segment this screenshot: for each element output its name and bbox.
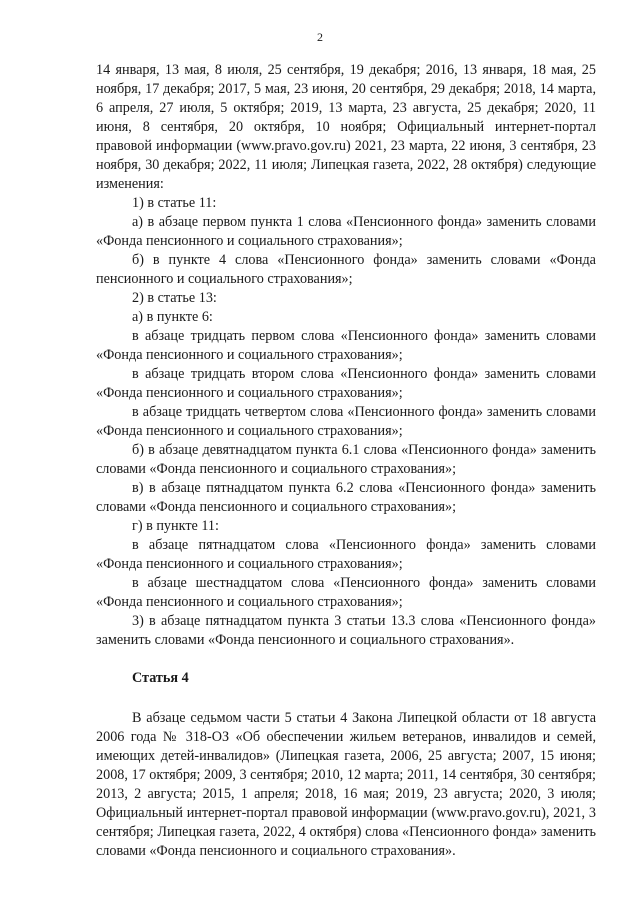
amendment-item: 1) в статье 11: — [132, 195, 217, 211]
amendment-item: в) в абзаце пятнадцатом пункта 6.2 слова «Пенсионного фонда» заменить словами «Фонда пенсионного и социального страхования»; — [96, 480, 596, 515]
amendment-item: а) в абзаце первом пункта 1 слова «Пенсионного фонда» заменить словами «Фонда пенсионного и социального страхования»; — [96, 214, 596, 249]
intro-paragraph: 14 января, 13 мая, 8 июля, 25 сентября, 19 декабря; 2016, 13 января, 18 мая, 25 ноября, 17 декабря; 2017, 5 мая, 23 июня, 20 сентября, 29 декабря; 2018, 14 марта, 6 апреля, 27 июля, 5 октября; 2019, 13 марта, 23 августа, 25 декабря; 2020, 11 июня, 8 сентября, 20 октября, 10 ноября; Официальный интернет-портал правовой информации (www.pravo.gov.ru) 2021, 23 марта, 22 июня, 3 сентября, 23 ноября, 30 декабря; 2022, 11 июля; Липецкая газета, 2022, 28 октября) следующие изменения: — [96, 62, 596, 192]
amendment-item: б) в абзаце девятнадцатом пункта 6.1 слова «Пенсионного фонда» заменить словами «Фонда пенсионного и социального страхования»; — [96, 442, 596, 477]
amendment-item: 3) в абзаце пятнадцатом пункта 3 статьи 13.3 слова «Пенсионного фонда» заменить словами «Фонда пенсионного и социального страхования». — [96, 613, 596, 648]
amendment-item: в абзаце пятнадцатом слова «Пенсионного фонда» заменить словами «Фонда пенсионного и социального страхования»; — [96, 537, 596, 572]
amendment-item: а) в пункте 6: — [132, 309, 213, 325]
article-4-heading: Статья 4 — [132, 670, 189, 686]
amendment-item: б) в пункте 4 слова «Пенсионного фонда» заменить словами «Фонда пенсионного и социального страхования»; — [96, 252, 596, 287]
document-body — [96, 61, 596, 861]
amendment-item: г) в пункте 11: — [132, 518, 219, 534]
article-4-text: В абзаце седьмом части 5 статьи 4 Закона Липецкой области от 18 августа 2006 года № 318-ОЗ «Об обеспечении жильем ветеранов, инвалидов и семей, имеющих детей-инвалидов» (Липецкая газета, 2006, 25 августа; 2007, 15 июня; 2008, 17 октября; 2009, 3 сентября; 2010, 12 марта; 2011, 14 сентября, 30 сентября; 2013, 2 августа; 2015, 1 апреля; 2018, 16 мая; 2019, 23 августа; 2020, 3 июля; Официальный интернет-портал правовой информации (www.pravo.gov.ru), 2021, 3 сентября; Липецкая газета, 2022, 4 октября) слова «Пенсионного фонда» заменить словами «Фонда пенсионного и социального страхования». — [96, 710, 596, 859]
amendment-item: 2) в статье 13: — [132, 290, 217, 306]
page-number: 2 — [317, 30, 323, 44]
amendment-item: в абзаце тридцать четвертом слова «Пенсионного фонда» заменить словами «Фонда пенсионного и социального страхования»; — [96, 404, 596, 439]
amendment-item: в абзаце тридцать втором слова «Пенсионного фонда» заменить словами «Фонда пенсионного и социального страхования»; — [96, 366, 596, 401]
amendment-item: в абзаце шестнадцатом слова «Пенсионного фонда» заменить словами «Фонда пенсионного и социального страхования»; — [96, 575, 596, 610]
amendment-item: в абзаце тридцать первом слова «Пенсионного фонда» заменить словами «Фонда пенсионного и социального страхования»; — [96, 328, 596, 363]
